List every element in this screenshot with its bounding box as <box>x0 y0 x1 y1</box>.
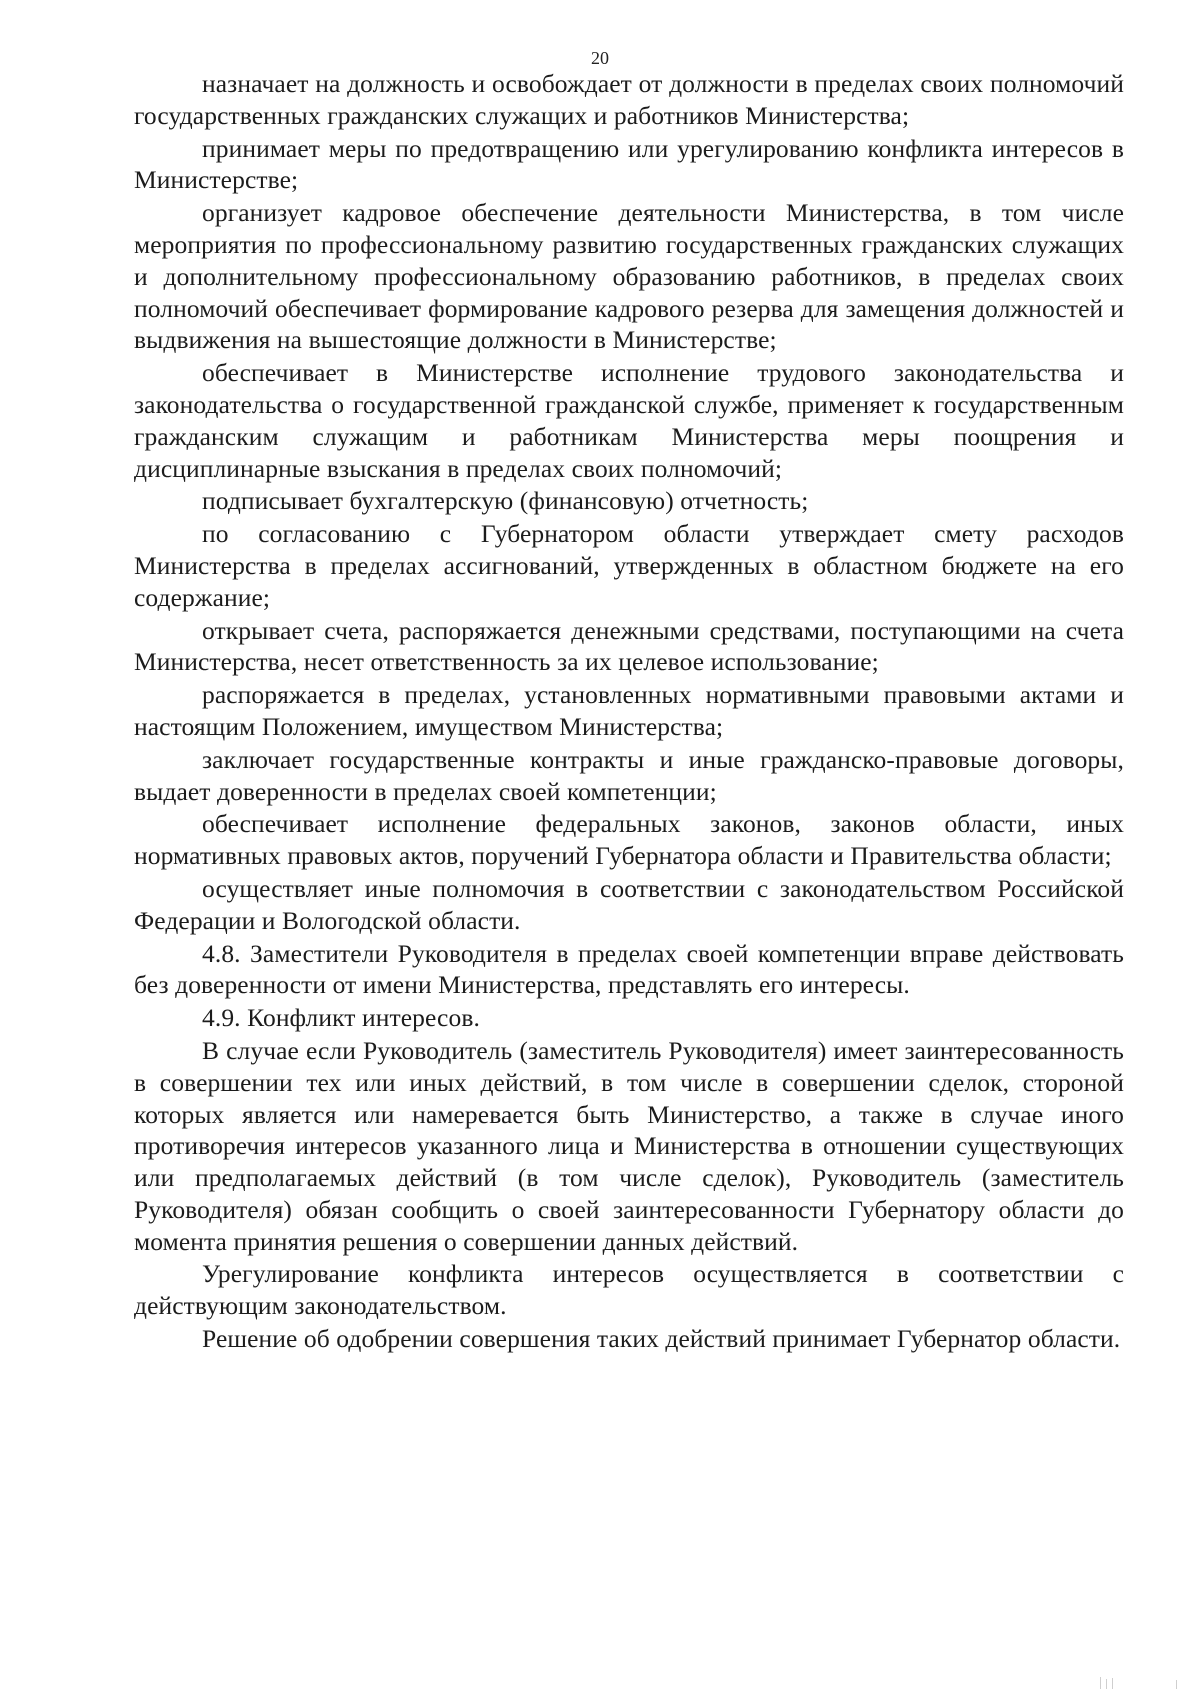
paragraph: обеспечивает исполнение федеральных законов, законов области, иных нормативных правовых актов, поручений Губернатора области и Правительства области; <box>134 809 1124 871</box>
paragraph: Урегулирование конфликта интересов осуществляется в соответствии с действующим законодательством. <box>134 1259 1124 1321</box>
page-number: 20 <box>591 48 609 68</box>
paragraph: открывает счета, распоряжается денежными средствами, поступающими на счета Министерства, несет ответственность за их целевое использование; <box>134 615 1124 677</box>
document-body <box>134 68 1124 1355</box>
paragraph: В случае если Руководитель (заместитель Руководителя) имеет заинтересованность в совершении тех или иных действий, в том числе в совершении сделок, стороной которых является или намеревается быть Министерство, а также в случае иного противоречия интересов указанного лица и Министерства в отношении существующих или предполагаемых действий (в том числе сделок), Руководитель (заместитель Руководителя) обязан сообщить о своей заинтересованности Губернатору области до момента принятия решения о совершении данных действий. <box>134 1035 1124 1256</box>
paragraph: распоряжается в пределах, установленных нормативными правовыми актами и настоящим Положением, имуществом Министерства; <box>134 680 1124 741</box>
scan-artifact <box>1100 1677 1101 1689</box>
paragraph: осуществляет иные полномочия в соответствии с законодательством Российской Федерации и Вологодской области. <box>134 873 1124 935</box>
paragraph: заключает государственные контракты и иные гражданско-правовые договоры, выдает доверенности в пределах своей компетенции; <box>134 744 1124 806</box>
paragraph: обеспечивает в Министерстве исполнение трудового законодательства и законодательства о государственной гражданской службе, применяет к государственным гражданским служащим и работникам Министерства меры поощрения и дисциплинарные взыскания в пределах своих полномочий; <box>134 358 1124 483</box>
paragraph: принимает меры по предотвращению или урегулированию конфликта интересов в Министерстве; <box>134 133 1124 195</box>
paragraph: организует кадровое обеспечение деятельности Министерства, в том числе мероприятия по профессиональному развитию государственных гражданских служащих и дополнительному профессиональному образованию работников, в пределах своих полномочий обеспечивает формирование кадрового резерва для замещения должностей и выдвижения на вышестоящие должности в Министерстве; <box>134 198 1124 355</box>
scan-artifact <box>1106 1679 1107 1689</box>
paragraph: назначает на должность и освобождает от должности в пределах своих полномочий государственных гражданских служащих и работников Министерства; <box>134 69 1124 130</box>
section-paragraph: 4.8. Заместители Руководителя в пределах своей компетенции вправе действовать без доверенности от имени Министерства, представлять его интересы. <box>134 938 1124 1000</box>
scan-artifact <box>1176 1680 1177 1689</box>
scan-artifact <box>1112 1678 1113 1689</box>
paragraph: Решение об одобрении совершения таких действий принимает Губернатор области. <box>202 1324 1121 1354</box>
paragraph: по согласованию с Губернатором области утверждает смету расходов Министерства в пределах ассигнований, утвержденных в областном бюджете на его содержание; <box>134 519 1124 612</box>
paragraph: подписывает бухгалтерскую (финансовую) отчетность; <box>202 486 809 516</box>
section-heading: 4.9. Конфликт интересов. <box>202 1003 480 1033</box>
